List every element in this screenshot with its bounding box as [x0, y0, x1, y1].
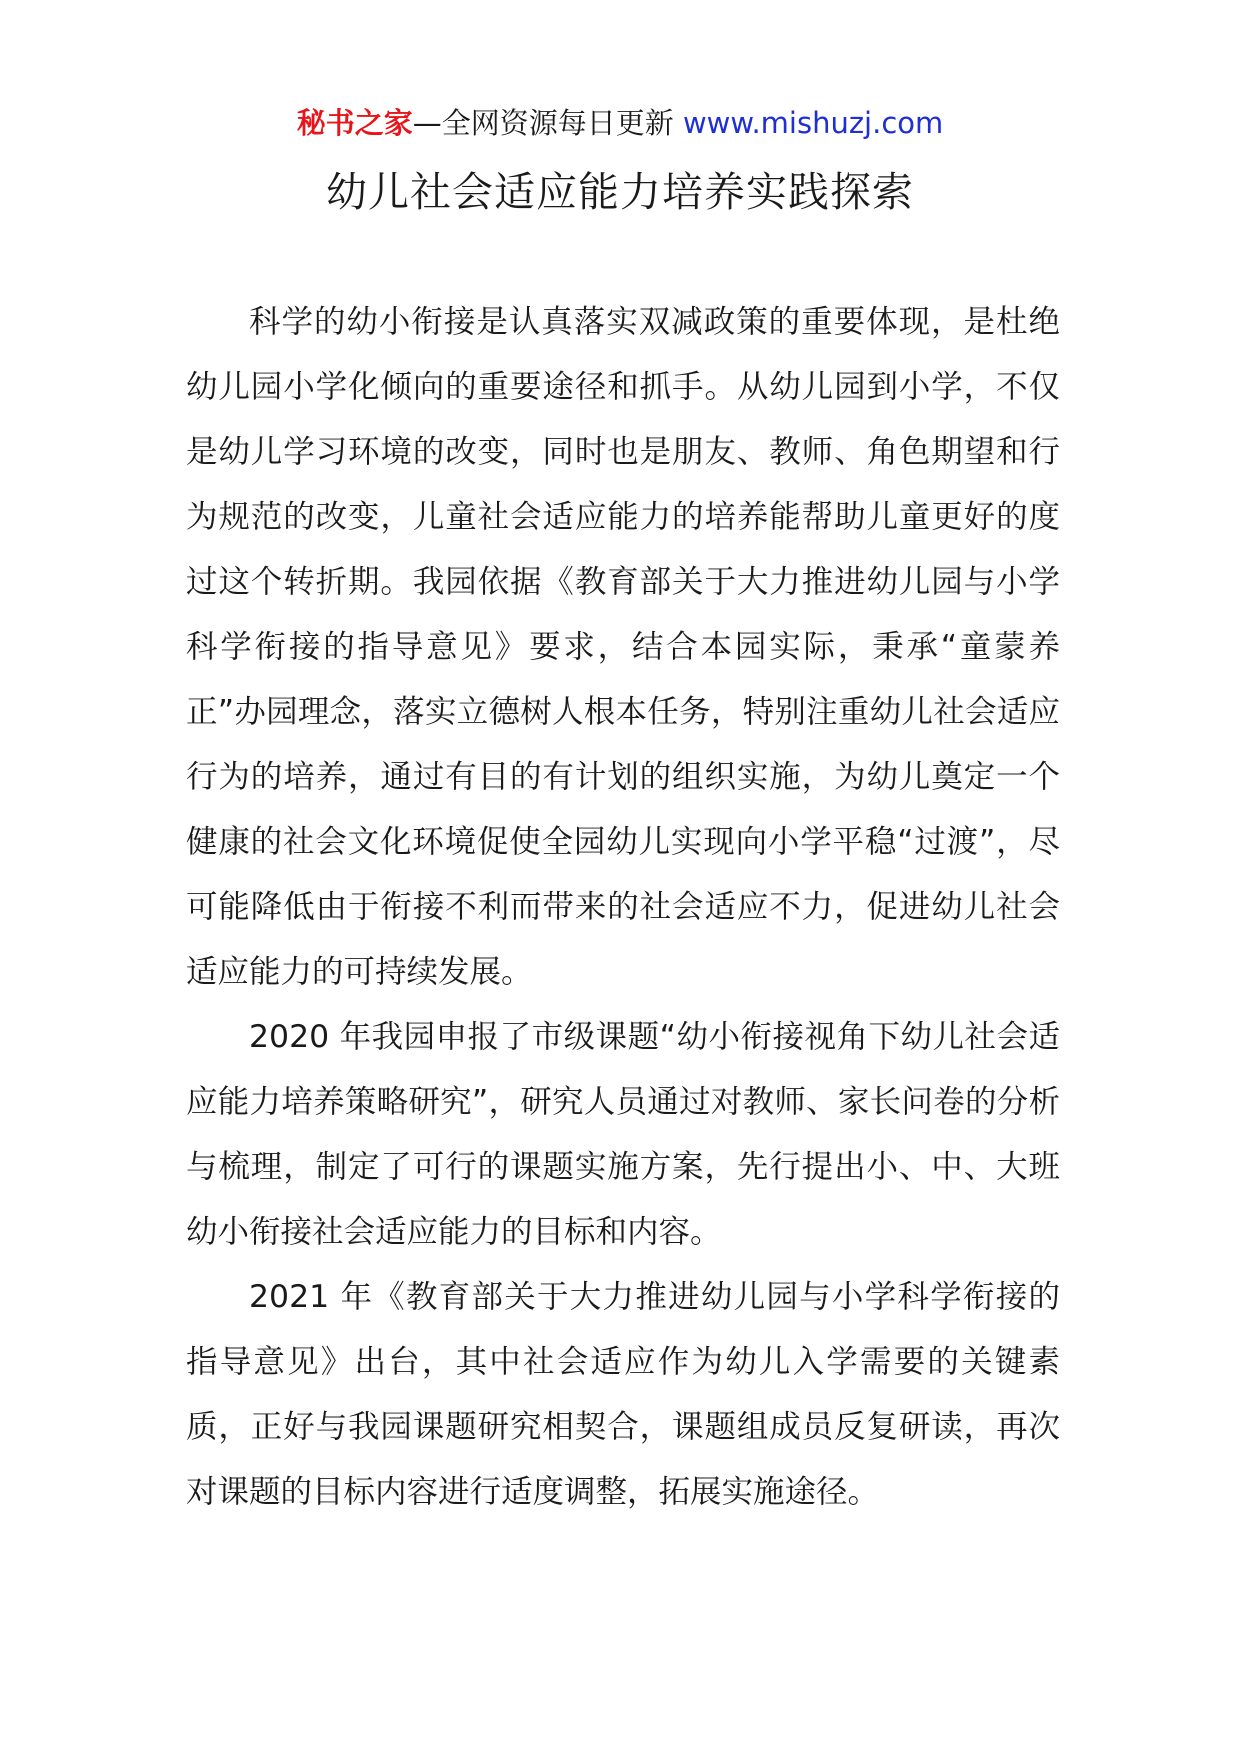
paragraph-2: 2020 年我园申报了市级课题“幼小衔接视角下幼儿社会适应能力培养策略研究”，研究人员通过对教师、家长问卷的分析与梳理，制定了可行的课题实施方案，先行提出小、中、大班幼小衔接社会适应能力的目标和内容。	[186, 1019, 1060, 1250]
brand-name: 秘书之家	[296, 106, 413, 140]
paragraph-3: 2021 年《教育部关于大力推进幼儿园与小学科学衔接的指导意见》出台，其中社会适应作为幼儿入学需要的关键素质，正好与我园课题研究相契合，课题组成员反复研读，再次对课题的目标内容进行适度调整，拓展实施途径。	[186, 1279, 1060, 1510]
site-url-link[interactable]: www.mishuzj.com	[682, 106, 944, 140]
document-title: 幼儿社会适应能力培养实践探索	[326, 168, 914, 216]
paragraph-1: 科学的幼小衔接是认真落实双减政策的重要体现，是杜绝幼儿园小学化倾向的重要途径和抓手。从幼儿园到小学，不仅是幼儿学习环境的改变，同时也是朋友、教师、角色期望和行为规范的改变，儿童社会适应能力的培养能帮助儿童更好的度过这个转折期。我园依据《教育部关于大力推进幼儿园与小学科学衔接的指导意见》要求，结合本园实际，秉承“童蒙养正”办园理念，落实立德树人根本任务，特别注重幼儿社会适应行为的培养，通过有目的有计划的组织实施，为幼儿奠定一个健康的社会文化环境促使全园幼儿实现向小学平稳“过渡”，尽可能降低由于衔接不利而带来的社会适应不力，促进幼儿社会适应能力的可持续发展。	[186, 304, 1060, 990]
header-tagline: —全网资源每日更新	[412, 106, 683, 140]
document-body	[186, 290, 1060, 1525]
site-header	[0, 103, 1240, 143]
